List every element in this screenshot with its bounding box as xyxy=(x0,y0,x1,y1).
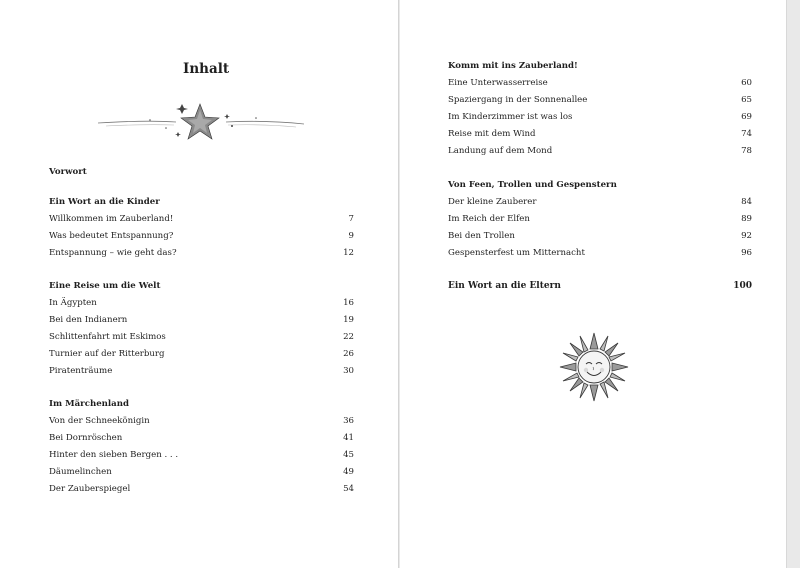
toc-section-heading[interactable]: Von Feen, Trollen und Gespenstern xyxy=(448,180,617,190)
toc-heading-vorwort[interactable]: Vorwort xyxy=(49,167,87,177)
toc-entry[interactable]: Däumelinchen 49 xyxy=(49,467,354,477)
toc-entry[interactable]: Turnier auf der Ritterburg 26 xyxy=(49,349,354,359)
toc-entry[interactable]: Gespensterfest um Mitternacht 96 xyxy=(448,248,752,258)
star-divider-icon xyxy=(96,100,306,142)
toc-entry[interactable]: Im Reich der Elfen 89 xyxy=(448,214,752,224)
toc-entry[interactable]: Entspannung – wie geht das? 12 xyxy=(49,248,354,258)
page-title: Inhalt xyxy=(183,61,230,77)
toc-entry[interactable]: Im Kinderzimmer ist was los 69 xyxy=(448,112,752,122)
toc-entry[interactable]: In Ägypten 16 xyxy=(49,298,354,308)
toc-entry[interactable]: Der kleine Zauberer 84 xyxy=(448,197,752,207)
toc-entry[interactable]: Schlittenfahrt mit Eskimos 22 xyxy=(49,332,354,342)
toc-entry[interactable]: Bei Dornröschen 41 xyxy=(49,433,354,443)
toc-entry[interactable]: Spaziergang in der Sonnenallee 65 xyxy=(448,95,752,105)
toc-entry[interactable]: Landung auf dem Mond 78 xyxy=(448,146,752,156)
toc-entry[interactable]: Willkommen im Zauberland! 7 xyxy=(49,214,354,224)
toc-section-heading[interactable]: Ein Wort an die Kinder xyxy=(49,197,160,207)
toc-entry[interactable]: Reise mit dem Wind 74 xyxy=(448,129,752,139)
toc-entry[interactable]: Hinter den sieben Bergen . . . 45 xyxy=(49,450,354,460)
toc-section-heading[interactable]: Komm mit ins Zauberland! xyxy=(448,61,578,71)
toc-entry[interactable]: Piratenträume 30 xyxy=(49,366,354,376)
toc-section-heading[interactable]: Im Märchenland xyxy=(49,399,129,409)
toc-entry[interactable]: Bei den Indianern 19 xyxy=(49,315,354,325)
toc-entry[interactable]: Der Zauberspiegel 54 xyxy=(49,484,354,494)
toc-entry[interactable]: Eine Unterwasserreise 60 xyxy=(448,78,752,88)
toc-section-heading[interactable]: Eine Reise um die Welt xyxy=(49,281,161,291)
left-page xyxy=(0,0,399,568)
toc-entry[interactable]: Von der Schneekönigin 36 xyxy=(49,416,354,426)
smiling-sun-icon xyxy=(558,331,630,403)
right-page xyxy=(400,0,787,568)
toc-entry[interactable]: Bei den Trollen 92 xyxy=(448,231,752,241)
toc-final-entry[interactable]: Ein Wort an die Eltern 100 xyxy=(448,281,752,291)
toc-entry[interactable]: Was bedeutet Entspannung? 9 xyxy=(49,231,354,241)
